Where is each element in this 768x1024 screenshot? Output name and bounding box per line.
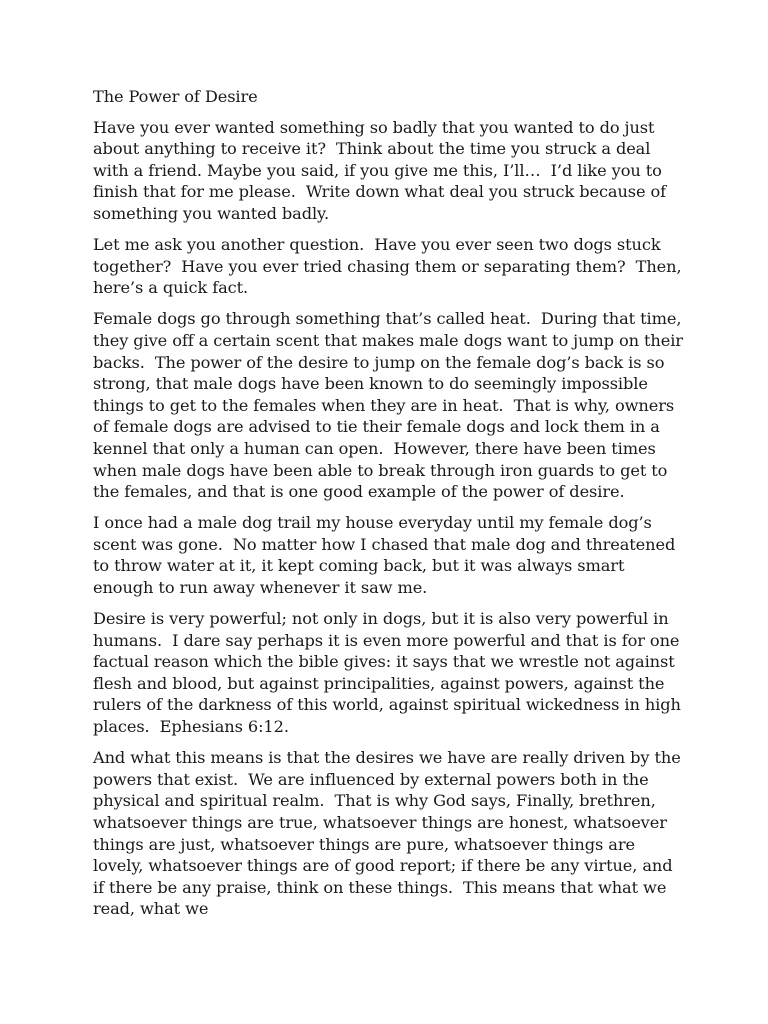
paragraph-6: And what this means is that the desires we have are really driven by the powers that exist. We are influenced by external powers both in the physical and spiritual realm. That is why God says, Finally, brethren, whatsoever things are true, whatsoever things are honest, whatsoever things are just, whatsoever things are pure, whatsoever things are lovely, whatsoever things are of good report; if there be any virtue, and if there be any praise, think on these things. This means that what we read, what we <box>93 748 686 919</box>
document-title: The Power of Desire <box>93 87 258 106</box>
paragraph-1: Have you ever wanted something so badly that you wanted to do just about anything to receive it? Think about the time you struck a deal with a friend. Maybe you said, if you give me this, I’ll… I’d like you to finish that for me please. Write down what deal you struck because of something you wanted badly. <box>93 117 672 223</box>
paragraph-4: I once had a male dog trail my house everyday until my female dog’s scent was gone. No matter how I chased that male dog and threatened to throw water at it, it kept coming back, but it was always smart enough to run away whenever it saw me. <box>93 513 681 597</box>
document-page <box>93 86 688 929</box>
paragraph-2: Let me ask you another question. Have you ever seen two dogs stuck together? Have you ever tried chasing them or separating them? Then, here’s a quick fact. <box>93 235 687 298</box>
paragraph-5: Desire is very powerful; not only in dogs, but it is also very powerful in humans. I dare say perhaps it is even more powerful and that is for one factual reason which the bible gives: it says that we wrestle not against flesh and blood, but against principalities, against powers, against the rulers of the darkness of this world, against spiritual wickedness in high places. Ephesians 6:12. <box>93 609 686 737</box>
paragraph-3: Female dogs go through something that’s called heat. During that time, they give off a certain scent that makes male dogs want to jump on their backs. The power of the desire to jump on the female dog’s back is so strong, that male dogs have been known to do seemingly impossible things to get to the females when they are in heat. That is why, owners of female dogs are advised to tie their female dogs and lock them in a kennel that only a human can open. However, there have been times when male dogs have been able to break through iron guards to get to the females, and that is one good example of the power of desire. <box>93 309 688 502</box>
